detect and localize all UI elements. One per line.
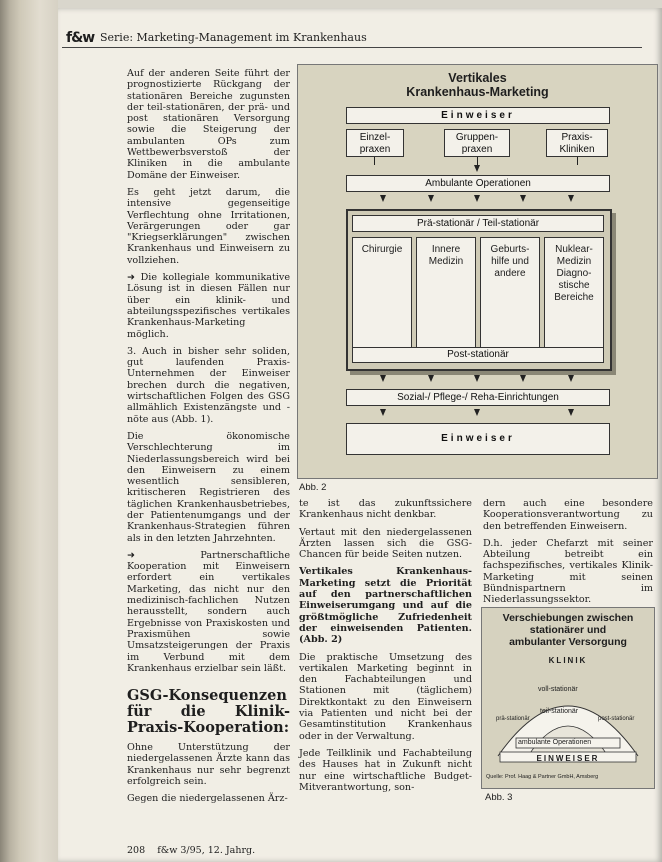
ambulante-operationen-label: ambulante Operationen bbox=[518, 739, 592, 746]
teil-stationaer-label: teil-stationär bbox=[540, 708, 579, 715]
journal-issue: f&w 3/95, 12. Jahrg. bbox=[157, 845, 256, 856]
box-label: hilfe und bbox=[491, 256, 529, 267]
source-note: Quelle: Prof. Haag & Partner GmbH, Amsberg bbox=[486, 774, 599, 780]
paragraph: ➜ Die kollegiale kommunikative Lösung ist in diesen Fällen nur über ein klinik- und abteilungsspezifisches vertikales Krankenhaus-Marketing möglich. bbox=[127, 272, 290, 340]
figure-3-caption: Abb. 3 bbox=[485, 792, 513, 803]
page-footer bbox=[127, 845, 255, 856]
connector bbox=[477, 157, 478, 165]
paragraph: dern auch eine besondere Kooperationsverantwortung zu den betreffenden Einweisern. bbox=[483, 498, 653, 532]
chirurgie-box bbox=[352, 237, 412, 349]
box-label: stische bbox=[558, 280, 590, 291]
geburtshilfe-box bbox=[480, 237, 540, 349]
paragraph: Gegen die niedergelassenen Ärz- bbox=[127, 793, 288, 805]
paragraph: Vertaut mit den niedergelassenen Ärzten lassen sich die GSG-Chancen für beide Seiten nutzen. bbox=[299, 526, 472, 561]
down-arrow-icon bbox=[568, 409, 574, 416]
box-label: Medizin bbox=[428, 256, 464, 267]
paragraph: Auf der anderen Seite führt der prognostizierte Rückgang der stationären Bereiche zugunsten der teil-stationären, der prä- und post stationären Versorgung sowie die Steigerung der ambulanten OPs zum Wettbewerbsverstoß der Kliniken in die ambulante Domäne der Einweiser. bbox=[127, 68, 290, 181]
page-number: 208 bbox=[127, 845, 146, 856]
box-label: Gruppen- bbox=[455, 132, 499, 143]
down-arrow-icon bbox=[474, 375, 480, 382]
paragraph: Die ökonomische Verschlechterung im Niederlassungsbereich wird bei den Einweisern zu einem wesentlich sensibleren, kritischeren Registrieren des täglichen Krankenhausbetriebes, der Patientenumgangs und der Krankenhaus-Strategien führen als in den letzten Jahrzehnten. bbox=[127, 430, 290, 544]
title-line: stationärer und bbox=[529, 624, 607, 636]
paragraph: Es geht jetzt darum, die intensive gegenseitige Verflechtung ohne Irritationen, Verärgerungen oder gar "Kriegserklärungen" zwischen Krankenhaus und Einweisern zu vollziehen. bbox=[127, 186, 290, 266]
page-stack-edge bbox=[0, 0, 58, 862]
innere-medizin-box bbox=[416, 237, 476, 349]
section-heading: GSG-Konsequenzen für die Klinik-Praxis-Kooperation: bbox=[127, 687, 290, 737]
einzelpraxen-box bbox=[346, 129, 404, 157]
nuklear-medizin-box bbox=[544, 237, 604, 349]
box-label: Nuklear- bbox=[555, 244, 593, 255]
post-stationaer-box: Post-stationär bbox=[352, 347, 604, 363]
box-label: praxen bbox=[461, 144, 493, 155]
journal-logo: f&w bbox=[66, 30, 95, 46]
box-label: Kliniken bbox=[559, 144, 595, 155]
figure-title bbox=[482, 612, 654, 648]
box-label: Bereiche bbox=[554, 292, 594, 303]
down-arrow-icon bbox=[474, 409, 480, 416]
box-label: Chirurgie bbox=[361, 244, 403, 255]
box-label: Medizin bbox=[556, 256, 592, 267]
praxiskliniken-box bbox=[546, 129, 608, 157]
series-title: Serie: Marketing-Management im Krankenhaus bbox=[100, 31, 367, 44]
down-arrow-icon bbox=[380, 195, 386, 202]
paragraph: D.h. jeder Chefarzt mit seiner Abteilung betreibt ein fachspezifisches, vertikales Klinik-Marketing mit seinen Bündnispartnern im Niederlassungssektor. bbox=[483, 537, 653, 606]
prae-stationaer-box: Prä-stationär / Teil-stationär bbox=[352, 215, 604, 232]
box-label: Praxis- bbox=[561, 132, 593, 143]
down-arrow-icon bbox=[428, 375, 434, 382]
paragraph-bold: Vertikales Krankenhaus-Marketing setzt die Priorität auf den partnerschaftlichen Einweiserumgang und auf die größtmögliche Zufriedenheit der einweisenden Patienten. (Abb. 2) bbox=[299, 566, 472, 646]
paragraph: Jede Teilklinik und Fachabteilung des Hauses hat in Zukunft nicht nur eine wirtschaftliche Budget-Mitverantwortung, son- bbox=[299, 747, 472, 793]
paragraph: 3. Auch in bisher sehr soliden, gut laufenden Praxis-Unternehmen der Einweiser brechen durch die negativen, wirtschaftlichen Folgen des GSG allmählich Existenzängste und -nöte aus (Abb. 1). bbox=[127, 345, 290, 425]
figure-2-diagram bbox=[297, 64, 658, 479]
voll-stationaer-label: voll-stationär bbox=[538, 686, 578, 693]
text-column-3 bbox=[483, 498, 653, 612]
down-arrow-icon bbox=[428, 195, 434, 202]
connector bbox=[374, 157, 375, 165]
title-line: Verschiebungen zwischen bbox=[502, 612, 634, 624]
down-arrow-icon bbox=[474, 195, 480, 202]
box-label: praxen bbox=[359, 144, 391, 155]
box-label: Diagno- bbox=[556, 268, 592, 279]
einweiser-box-bottom: Einweiser bbox=[346, 423, 610, 455]
paragraph: ➜ Partnerschaftliche Kooperation mit Einweisern erfordert ein vertikales Marketing, das nicht nur den medizinisch-fachlichen Nutzen herausstellt, sondern auch Ergebnisse von Praxiskosten und Praxismühen sowie Umsatzsteigerungen der Praxis im Verbund mit dem Krankenhaus erzielbar sein läßt. bbox=[127, 549, 290, 674]
post-stationaer-label: post-stationär bbox=[598, 716, 635, 722]
paragraph: Ohne Unterstützung der niedergelassenen Ärzte kann das Krankenhaus nur sehr begrenzt erfolgreich sein. bbox=[127, 742, 290, 788]
box-label: Geburts- bbox=[490, 244, 530, 255]
down-arrow-icon bbox=[568, 375, 574, 382]
klinik-label: KLINIK bbox=[548, 656, 588, 665]
gruppenpraxen-box bbox=[444, 129, 510, 157]
down-arrow-icon bbox=[380, 409, 386, 416]
down-arrow-icon bbox=[520, 195, 526, 202]
einweiser-box-top: Einweiser bbox=[346, 107, 610, 124]
figure-2-caption: Abb. 2 bbox=[299, 482, 327, 493]
title-line: ambulanter Versorgung bbox=[509, 636, 627, 648]
box-label: Innere bbox=[431, 244, 461, 255]
down-arrow-icon bbox=[520, 375, 526, 382]
paragraph: Die praktische Umsetzung des vertikalen Marketing beginnt in den Fachabteilungen und Stationen mit (täglichem) Direktkontakt zu den Einweisern via Patienten und nicht bei der Gesamtinstitution Krankenhaus oder in der Verwaltung. bbox=[299, 651, 472, 742]
figure-3-diagram bbox=[481, 607, 655, 789]
ambulante-operationen-box: Ambulante Operationen bbox=[346, 175, 610, 192]
sozial-pflege-reha-box: Sozial-/ Pflege-/ Reha-Einrichtungen bbox=[346, 389, 610, 406]
figure-title: Krankenhaus-Marketing bbox=[406, 85, 549, 99]
einweiser-label: EINWEISER bbox=[536, 754, 600, 763]
paragraph: te ist das zukunftssichere Krankenhaus nicht denkbar. bbox=[299, 498, 472, 521]
box-label: Einzel- bbox=[359, 132, 391, 143]
box-label: andere bbox=[494, 268, 526, 279]
prae-stationaer-label: prä-stationär bbox=[496, 716, 530, 722]
connector bbox=[577, 157, 578, 165]
figure-title: Vertikales bbox=[448, 71, 507, 85]
down-arrow-icon bbox=[568, 195, 574, 202]
text-column-1 bbox=[127, 68, 290, 811]
down-arrow-icon bbox=[474, 165, 480, 172]
down-arrow-icon bbox=[380, 375, 386, 382]
text-column-2 bbox=[299, 498, 472, 799]
